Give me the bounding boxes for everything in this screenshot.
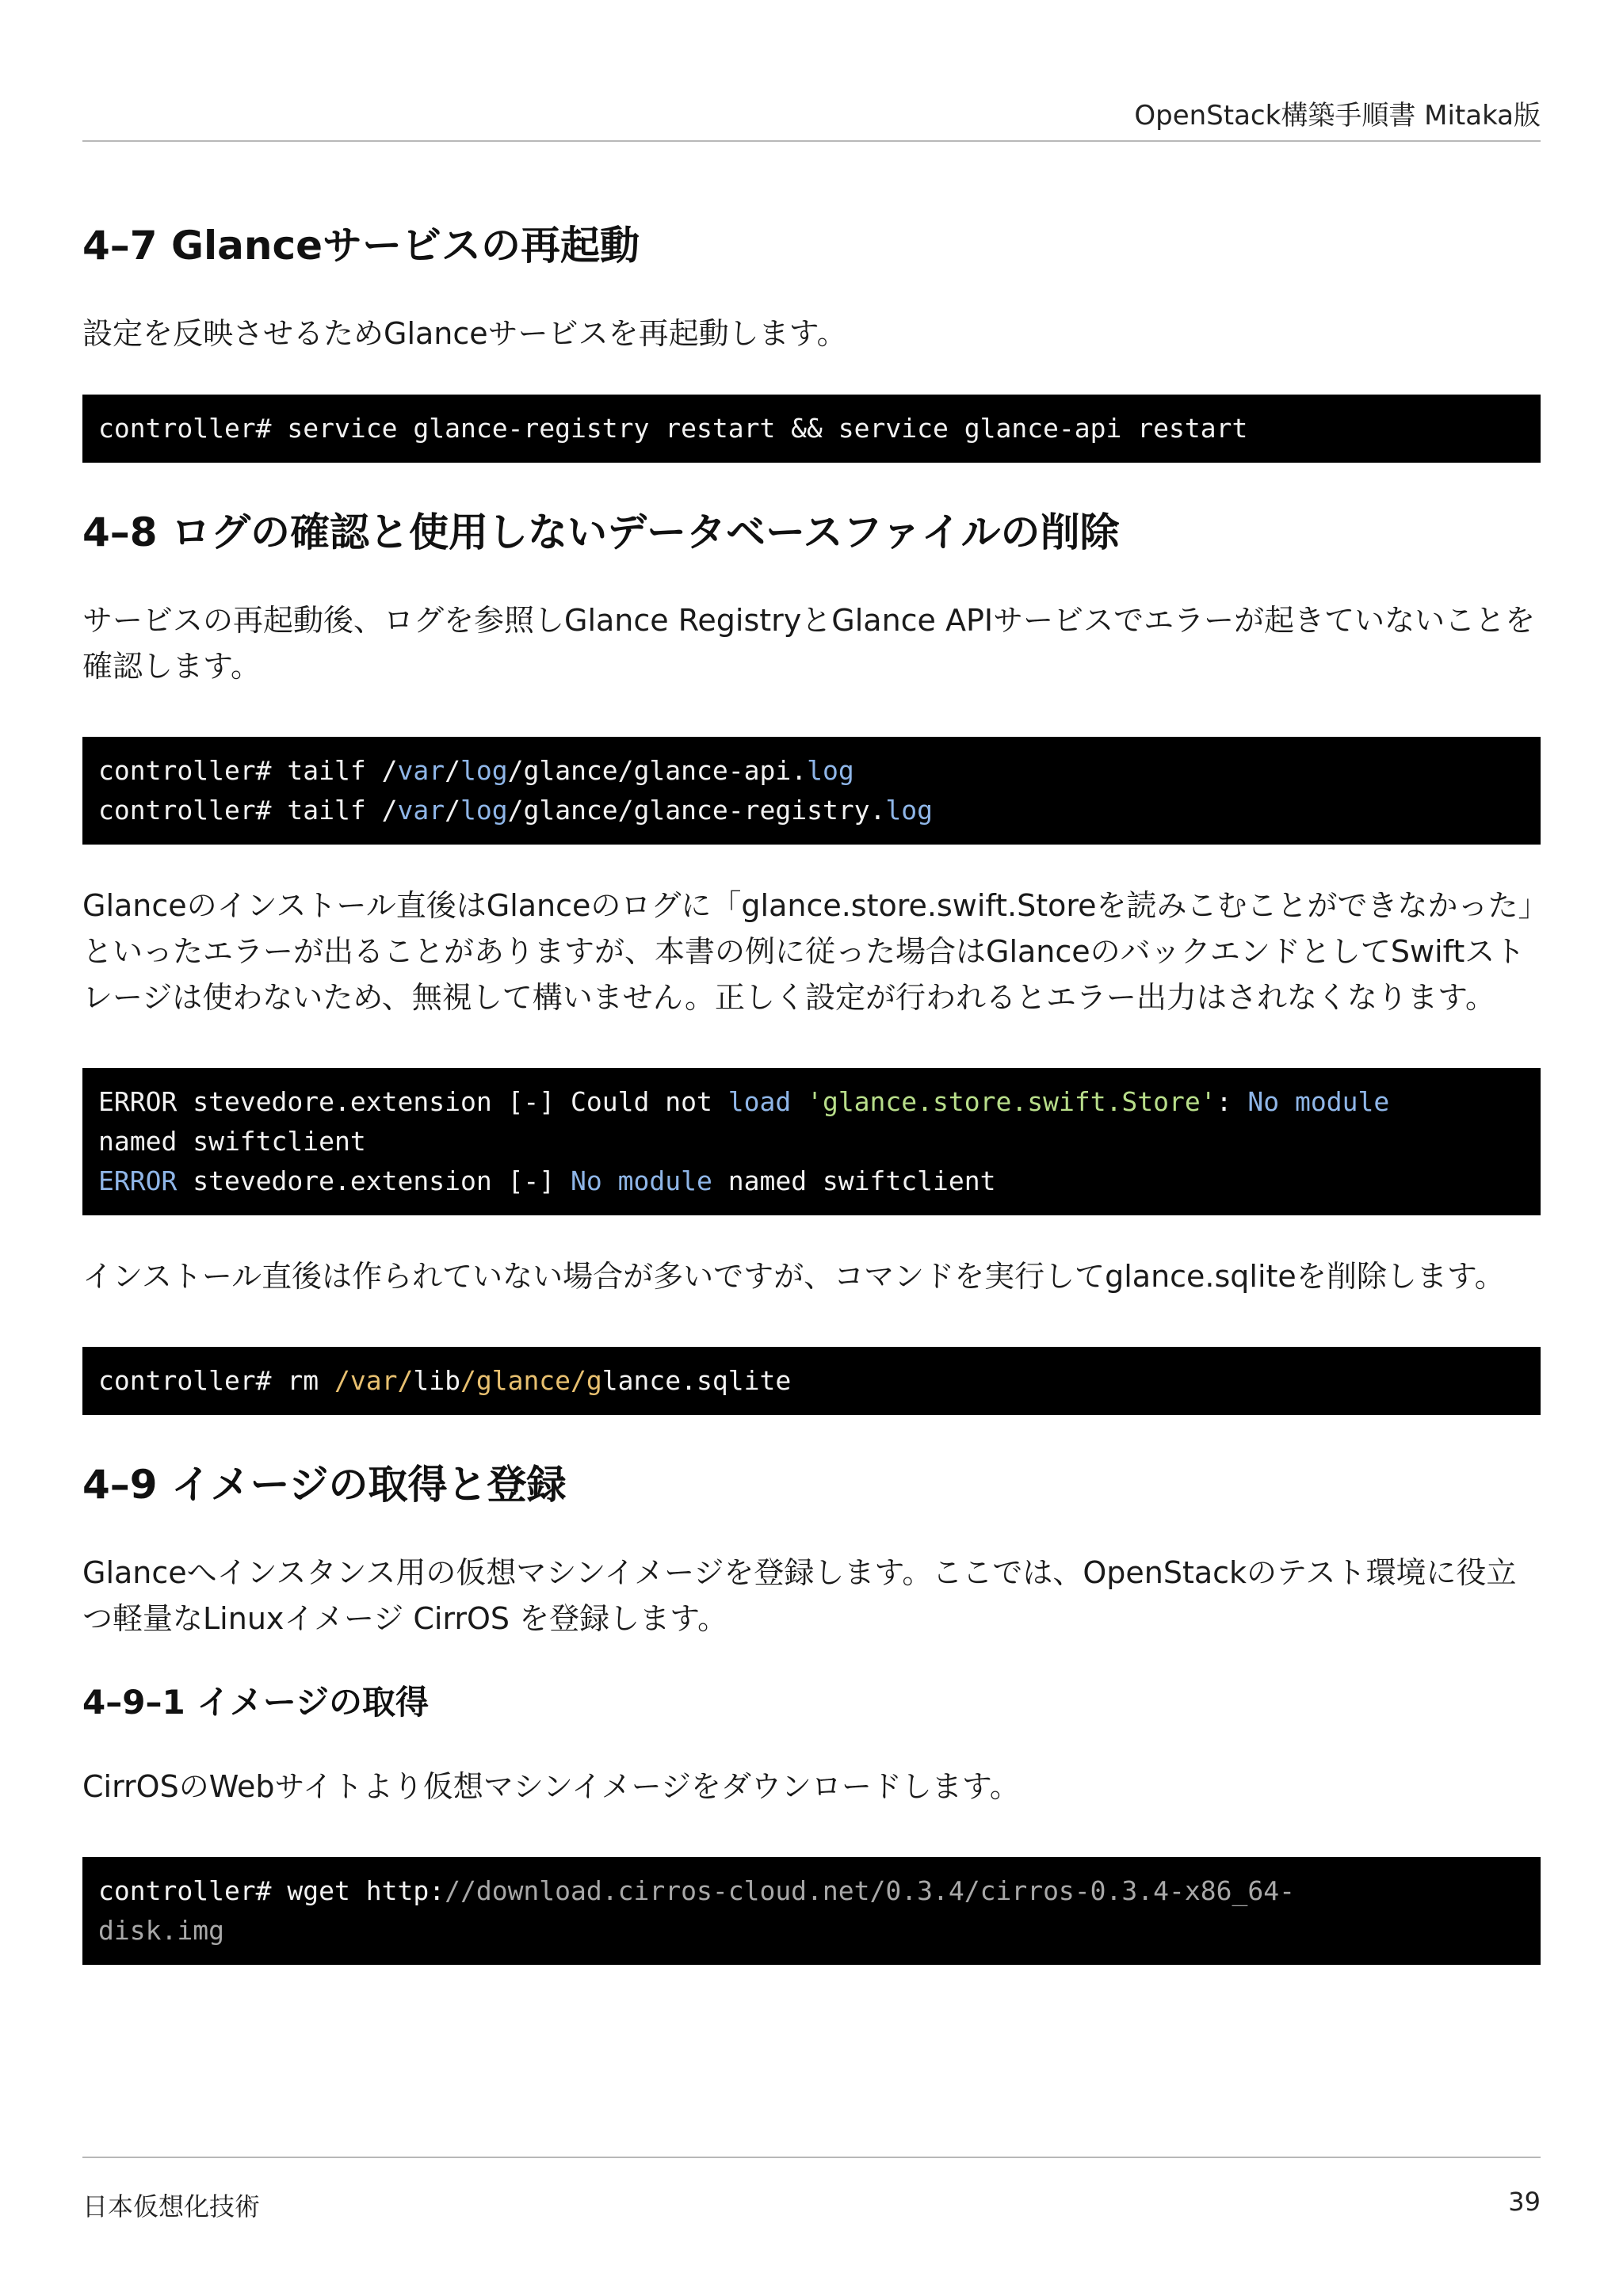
header-divider — [82, 140, 1541, 142]
code-keyword: log — [807, 755, 854, 786]
code-string: 'glance.store.swift.Store' — [807, 1086, 1216, 1117]
subsection-4-9-1-paragraph: CirrOSのWebサイトより仮想マシンイメージをダウンロードします。 — [82, 1769, 1020, 1804]
code-keyword: ERROR — [98, 1165, 178, 1196]
section-heading-4-9: 4–9 イメージの取得と登録 — [82, 1462, 567, 1508]
code-text: stevedore.extension [-] — [177, 1165, 571, 1196]
code-text: ERROR stevedore.extension [-] Could not — [98, 1086, 728, 1117]
code-block-rm-sqlite — [82, 1347, 1541, 1415]
footer-divider — [82, 2157, 1541, 2158]
code-text: controller# wget http: — [98, 1875, 445, 1906]
code-line-2 — [98, 795, 933, 826]
code-keyword: log — [460, 755, 508, 786]
code-path: /glance/g — [460, 1365, 602, 1396]
code-line-2: disk.img — [98, 1915, 224, 1946]
code-text: /glance/glance-api. — [507, 755, 808, 786]
code-text: controller# rm — [98, 1365, 335, 1396]
code-text: controller# tailf / — [98, 755, 398, 786]
code-keyword: load — [727, 1086, 792, 1117]
running-header: OpenStack構築手順書 Mitaka版 — [1134, 100, 1541, 132]
code-line-1 — [98, 1875, 1295, 1906]
section-heading-4-7: 4–7 Glanceサービスの再起動 — [82, 223, 640, 269]
code-text: / — [445, 755, 460, 786]
code-keyword: var — [397, 795, 445, 826]
code-block-wget-cirros — [82, 1857, 1541, 1965]
code-line-2: named swiftclient — [98, 1126, 366, 1157]
section-4-8-paragraph-3: インストール直後は作られていない場合が多いですが、コマンドを実行してglance.sqliteを削除します。 — [82, 1259, 1505, 1294]
section-4-7-paragraph: 設定を反映させるためGlanceサービスを再起動します。 — [82, 316, 847, 351]
code-keyword: var — [397, 755, 445, 786]
code-text: /glance/glance-registry. — [507, 795, 886, 826]
code-text: : — [1216, 1086, 1248, 1117]
code-keyword: No module — [1247, 1086, 1390, 1117]
code-line-1 — [98, 755, 854, 786]
section-4-8-paragraph-2: Glanceのインストール直後はGlanceのログに「glance.store.swift.Storeを読みこむことができなかった」といったエラーが出ることがありますが、本書の例に従った場合はGlanceのバックエンドとしてSwiftストレージは使わないため、無視して構いません。正しく設定が行われるとエラー出力はされなくなります。 — [82, 888, 1533, 1015]
code-line-3 — [98, 1165, 995, 1196]
code-text: lance.sqlite — [601, 1365, 792, 1396]
code-keyword: log — [460, 795, 508, 826]
code-keyword: No module — [571, 1165, 712, 1196]
code-text: controller# tailf / — [98, 795, 398, 826]
code-block-tailf-logs — [82, 737, 1541, 845]
code-text: / — [445, 795, 460, 826]
section-4-8-paragraph-1: サービスの再起動後、ログを参照しGlance RegistryとGlance APIサービスでエラーが起きていないことを確認します。 — [82, 603, 1536, 684]
subsection-heading-4-9-1: 4–9–1 イメージの取得 — [82, 1683, 430, 1722]
code-line-1 — [98, 1086, 1389, 1117]
footer-publisher: 日本仮想化技術 — [82, 2191, 261, 2222]
page-content — [82, 214, 1541, 1965]
code-line — [98, 1365, 791, 1396]
code-block-error-output — [82, 1068, 1541, 1215]
code-path: /var/ — [334, 1365, 414, 1396]
code-url: //download.cirros-cloud.net/0.3.4/cirros-0.3.4-x86_64- — [445, 1875, 1295, 1906]
section-heading-4-8: 4–8 ログの確認と使用しないデータベースファイルの削除 — [82, 509, 1120, 555]
code-line: controller# service glance-registry restart && service glance-api restart — [98, 413, 1248, 444]
page-number: 39 — [1508, 2187, 1541, 2217]
section-4-9-paragraph: Glanceへインスタンス用の仮想マシンイメージを登録します。ここでは、OpenStackのテスト環境に役立つ軽量なLinuxイメージ CirrOS を登録します。 — [82, 1555, 1517, 1636]
code-block-restart-services — [82, 395, 1541, 463]
code-text: named swiftclient — [712, 1165, 996, 1196]
code-keyword: log — [885, 795, 934, 826]
code-text — [791, 1086, 807, 1117]
code-text: lib — [413, 1365, 460, 1396]
